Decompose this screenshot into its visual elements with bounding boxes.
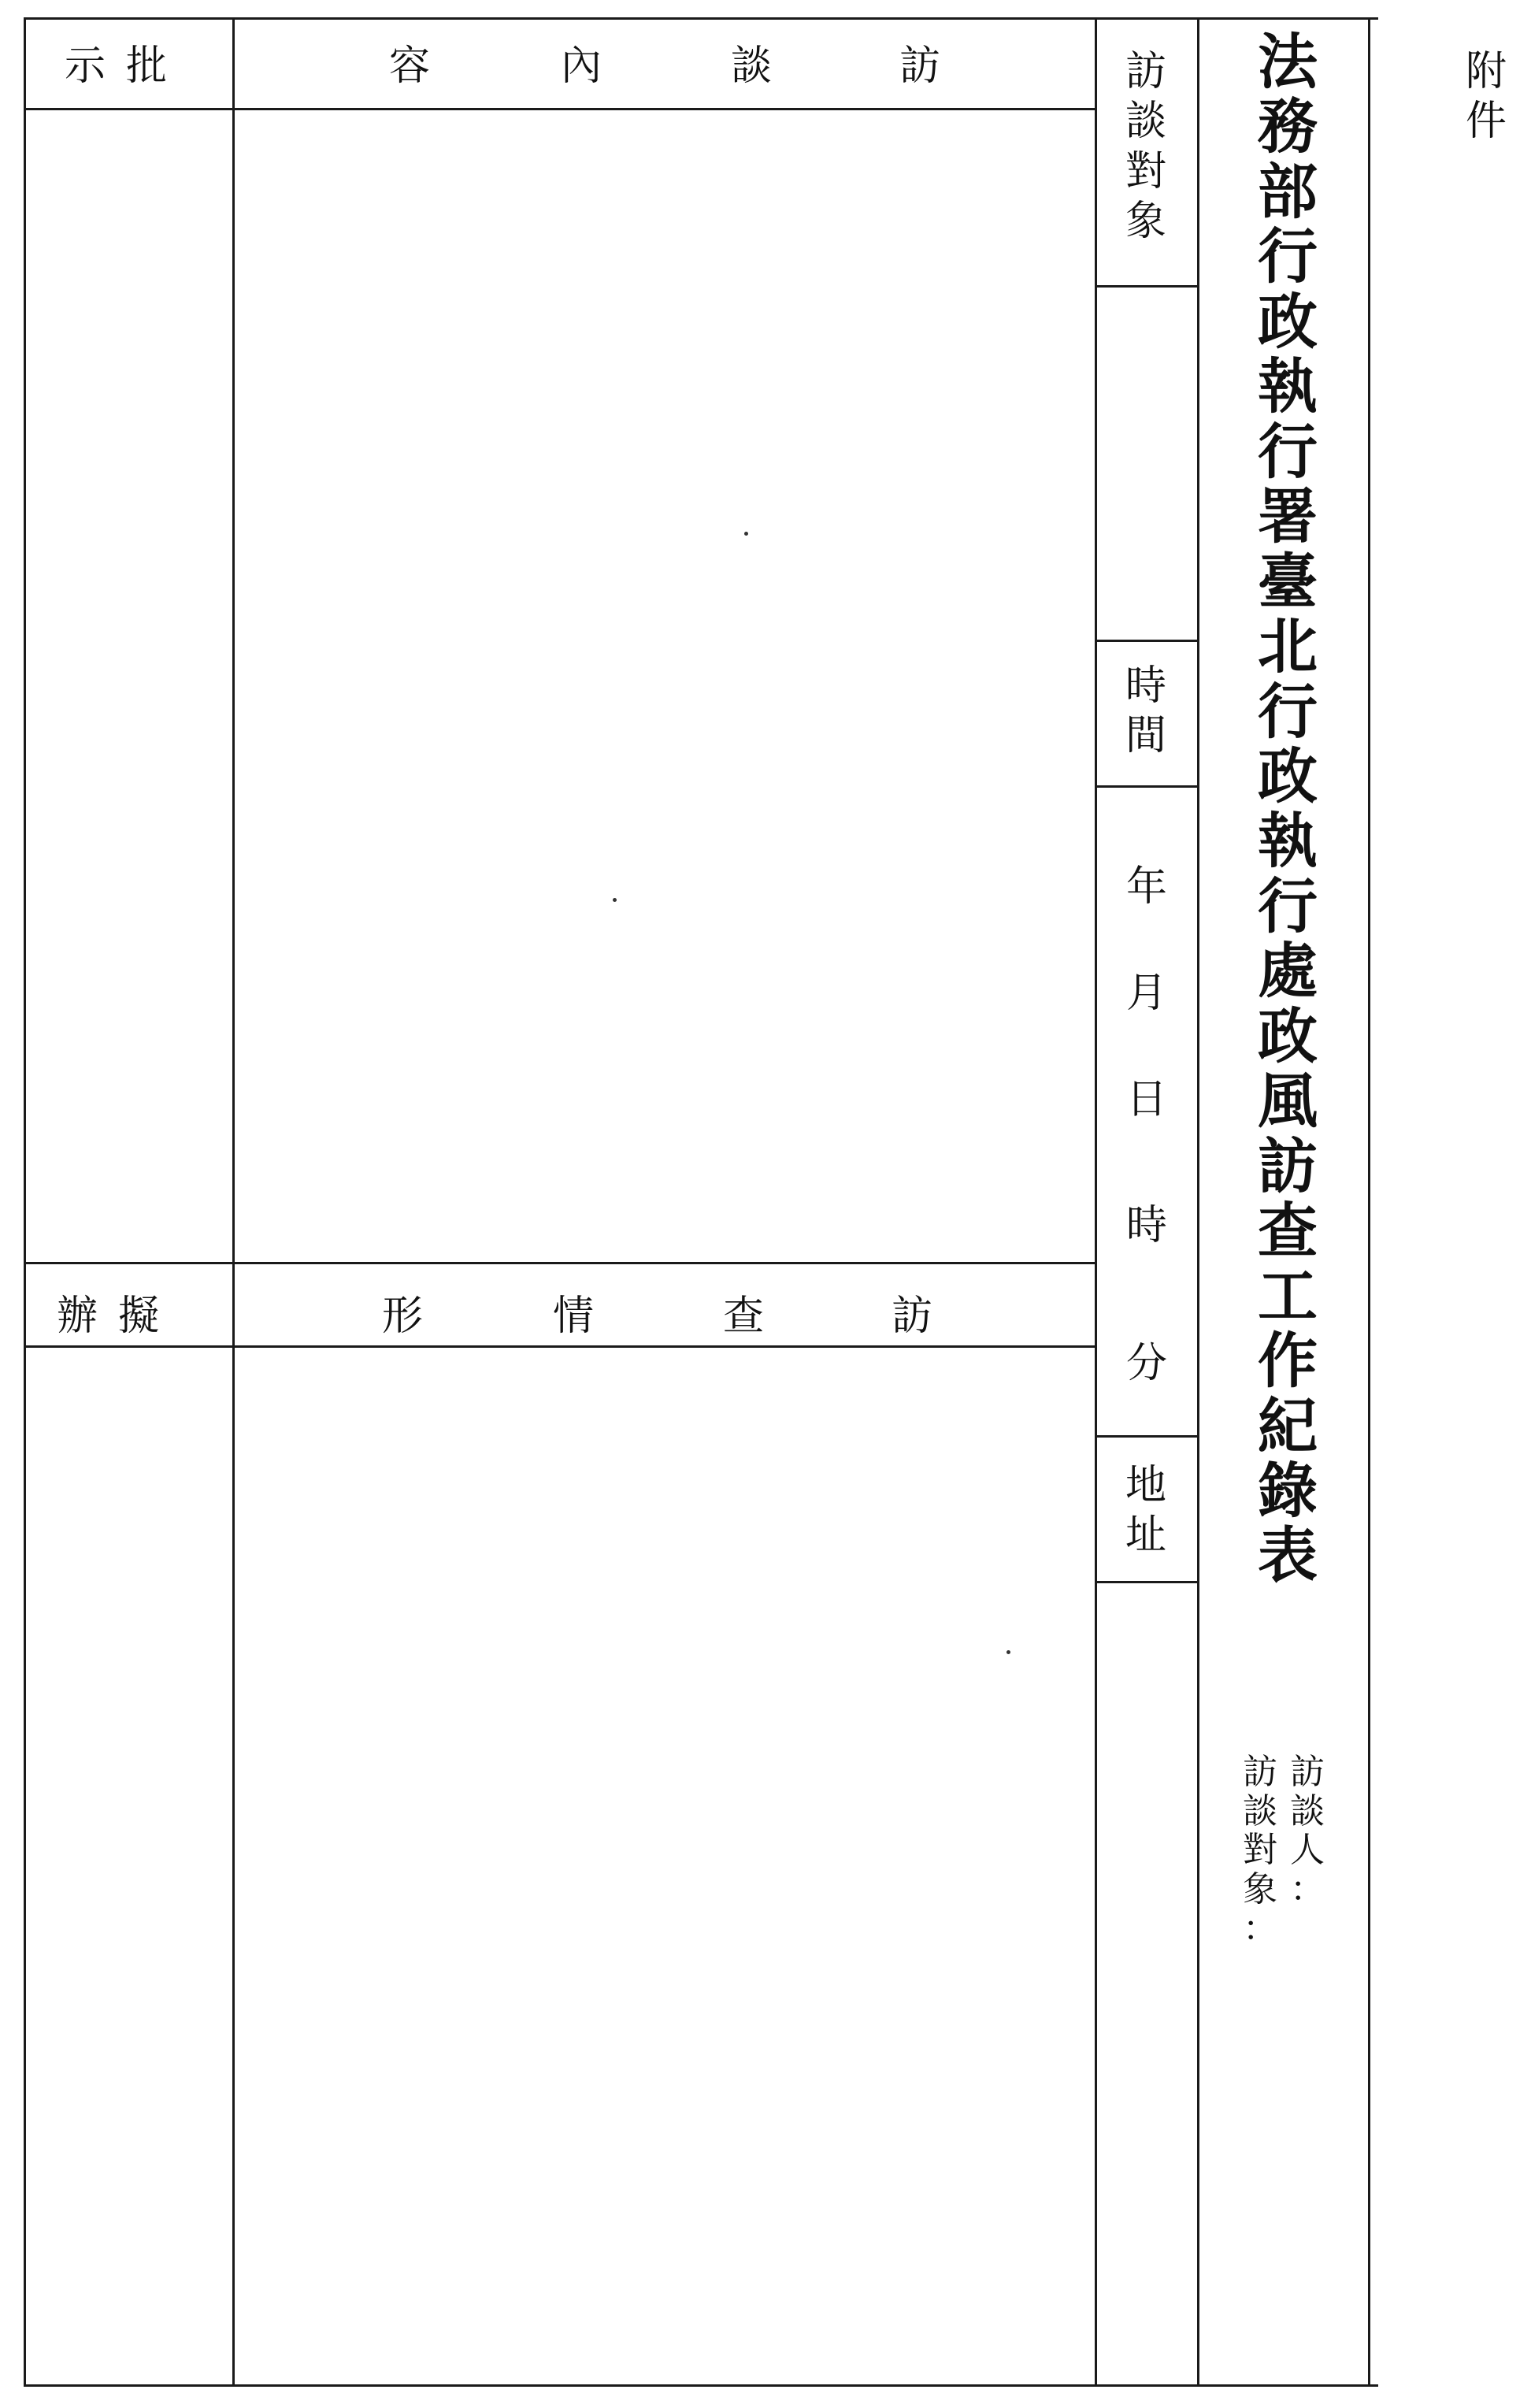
interviewer-char-4: ： xyxy=(1290,1869,1325,1910)
title-char-20: 工 xyxy=(1258,1260,1318,1331)
frame-right-line xyxy=(1197,17,1199,2387)
date-unit-hour: 時 xyxy=(1126,1202,1168,1249)
date-unit-minute: 分 xyxy=(1126,1340,1168,1387)
interviewee-label xyxy=(1118,47,1173,247)
frame-top-line xyxy=(24,17,1378,20)
situation-header-char-4: 訪 xyxy=(892,1293,933,1340)
content-header-char-1: 容 xyxy=(389,43,431,90)
title-char-16: 政 xyxy=(1258,1000,1318,1071)
interviewee-label-char-4: 象 xyxy=(1125,198,1166,246)
title-char-24: 表 xyxy=(1258,1520,1318,1591)
title-char-1: 法 xyxy=(1258,27,1318,97)
address-label xyxy=(1118,1461,1173,1561)
address-label-char-2: 址 xyxy=(1125,1512,1166,1560)
interviewee-field[interactable] xyxy=(1097,288,1197,640)
scan-speck xyxy=(1006,1650,1010,1654)
situation-header-char-3: 查 xyxy=(723,1293,765,1340)
content-header-char-4: 訪 xyxy=(899,43,941,90)
attachment-char-2: 件 xyxy=(1465,98,1507,146)
title-char-11: 行 xyxy=(1258,676,1318,747)
situation-area[interactable] xyxy=(235,1348,1095,2384)
title-char-4: 行 xyxy=(1258,221,1318,292)
frame-bottom-line xyxy=(24,2384,1378,2387)
interviewee-sig-char-4: 象 xyxy=(1243,1869,1277,1910)
address-label-char-1: 地 xyxy=(1125,1462,1166,1509)
title-char-12: 政 xyxy=(1258,740,1318,811)
form-title xyxy=(1244,27,1331,1591)
content-header-char-3: 談 xyxy=(731,43,773,90)
scan-speck xyxy=(744,532,748,536)
title-char-17: 風 xyxy=(1258,1066,1318,1137)
interview-content-area[interactable] xyxy=(235,110,1095,1262)
situation-header-char-2: 情 xyxy=(553,1293,595,1340)
title-panel-right-line xyxy=(1368,17,1370,2387)
interviewer-char-1: 訪 xyxy=(1290,1752,1325,1792)
date-unit-year: 年 xyxy=(1126,863,1168,911)
date-unit-day: 日 xyxy=(1126,1076,1168,1123)
time-label-char-2: 間 xyxy=(1125,712,1166,760)
interviewee-label-char-1: 訪 xyxy=(1125,48,1166,95)
title-char-13: 執 xyxy=(1258,806,1318,877)
interviewee-label-char-2: 談 xyxy=(1125,98,1166,146)
proposal-area[interactable] xyxy=(26,1348,232,2384)
side-divider-4 xyxy=(1095,1435,1197,1438)
title-char-14: 行 xyxy=(1258,870,1318,941)
title-char-5: 政 xyxy=(1258,286,1318,357)
title-char-7: 行 xyxy=(1258,416,1318,487)
title-char-19: 查 xyxy=(1258,1196,1318,1267)
title-char-10: 北 xyxy=(1258,611,1318,682)
content-header-char-2: 內 xyxy=(561,43,602,90)
interviewee-signature-label xyxy=(1238,1753,1282,1949)
interviewee-sig-char-1: 訪 xyxy=(1243,1752,1277,1792)
title-char-3: 部 xyxy=(1258,156,1318,227)
time-label xyxy=(1118,662,1173,762)
interviewer-char-2: 談 xyxy=(1290,1790,1325,1831)
interviewee-sig-char-3: 對 xyxy=(1243,1830,1277,1871)
interviewer-signature-label xyxy=(1285,1753,1329,1909)
side-divider-2 xyxy=(1095,640,1197,642)
date-unit-month: 月 xyxy=(1126,970,1168,1017)
approval-area[interactable] xyxy=(26,110,232,1262)
title-char-6: 執 xyxy=(1258,351,1318,422)
title-char-15: 處 xyxy=(1258,936,1318,1007)
attachment-label xyxy=(1461,47,1511,147)
approval-header: 示批 xyxy=(65,43,188,90)
time-label-char-1: 時 xyxy=(1125,662,1166,710)
title-char-22: 紀 xyxy=(1258,1390,1318,1461)
title-char-2: 務 xyxy=(1258,91,1318,162)
interviewee-sig-char-2: 談 xyxy=(1243,1790,1277,1831)
situation-header-char-1: 形 xyxy=(382,1293,424,1340)
title-char-9: 臺 xyxy=(1258,546,1318,617)
title-char-8: 署 xyxy=(1258,481,1318,552)
address-field[interactable] xyxy=(1097,1583,1197,2384)
interviewee-sig-char-5: ： xyxy=(1243,1908,1277,1949)
proposal-header: 辦擬 xyxy=(57,1293,180,1340)
interviewee-label-char-3: 對 xyxy=(1125,147,1166,195)
title-char-21: 作 xyxy=(1258,1326,1318,1397)
side-divider-3 xyxy=(1095,785,1197,788)
title-char-23: 錄 xyxy=(1258,1455,1318,1526)
section-divider-line xyxy=(24,1262,1095,1264)
attachment-char-1: 附 xyxy=(1465,48,1507,95)
title-char-18: 訪 xyxy=(1258,1130,1318,1201)
interviewer-char-3: 人 xyxy=(1290,1830,1325,1871)
scan-speck xyxy=(613,898,617,902)
